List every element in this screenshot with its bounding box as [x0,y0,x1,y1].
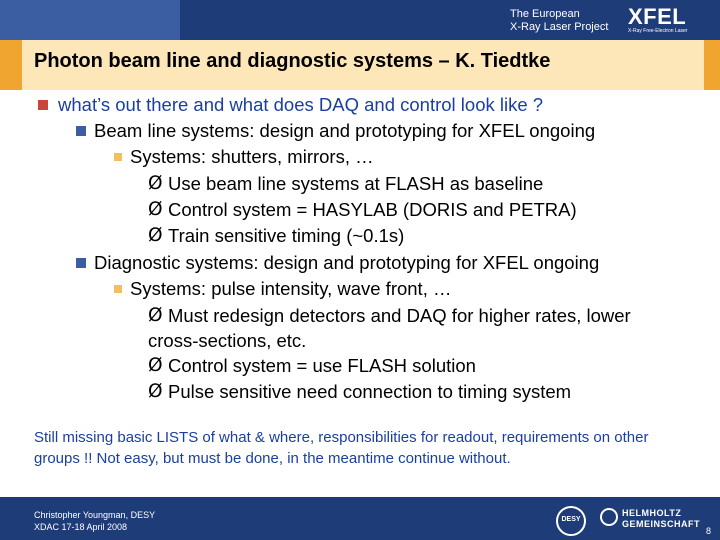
bullet-level2 [76,126,86,136]
arrow-icon: Ø [148,355,163,376]
bullet-text: Must redesign detectors and DAQ for higher rates, lower [168,305,631,326]
footer-author: Christopher Youngman, DESY [34,510,156,520]
summary-note: Still missing basic LISTS of what & where, responsibilities for readout, requirements on other groups !! Not easy, but must be done, in the meantime continue without. [34,429,649,467]
header-accent [0,0,180,40]
bullet-level1 [38,100,48,110]
footer-credit [34,509,155,533]
bullet-text: Use beam line systems at FLASH as baseline [168,173,544,194]
bullet-text: Systems: shutters, mirrors, … [130,146,374,167]
arrow-icon: Ø [148,381,163,402]
org-line-2: X-Ray Laser Project [510,21,609,33]
bullet-text: Beam line systems: design and prototyping for XFEL ongoing [94,120,596,141]
arrow-icon: Ø [148,173,163,194]
bullet-text: Control system = HASYLAB (DORIS and PETRA) [168,199,577,220]
bullet-text: cross-sections, etc. [148,330,307,351]
org-line-1: The European [510,8,580,20]
bullet-text: Control system = use FLASH solution [168,355,476,376]
arrow-icon: Ø [148,199,163,220]
desy-logo-icon [556,506,586,536]
header-bar [0,0,720,40]
xfel-logo-subtitle: X-Ray Free-Electron Laser [628,28,688,34]
bullet-text: Diagnostic systems: design and prototyping for XFEL ongoing [94,252,600,273]
bullet-text: Train sensitive timing (~0.1s) [168,225,405,246]
helmholtz-logo [622,508,700,530]
slide-title: Photon beam line and diagnostic systems – K. Tiedtke [34,50,551,72]
helmholtz-line-1: HELMHOLTZ [622,508,682,518]
arrow-icon: Ø [148,225,163,246]
helmholtz-line-2: GEMEINSCHAFT [622,519,700,529]
bullet-text: what’s out there and what does DAQ and control look like ? [58,94,544,115]
desy-logo-text: DESY [561,516,581,523]
page-number: 8 [706,526,712,536]
arrow-icon: Ø [148,305,163,326]
xfel-logo: XFEL [628,4,687,29]
org-name [510,8,608,34]
helmholtz-icon [600,508,618,526]
bullet-level3 [114,285,122,293]
bullet-level3 [114,153,122,161]
bullet-level2 [76,258,86,268]
footer-event: XDAC 17-18 April 2008 [34,522,128,532]
bullet-text: Systems: pulse intensity, wave front, … [130,278,452,299]
bullet-text: Pulse sensitive need connection to timing system [168,381,572,402]
